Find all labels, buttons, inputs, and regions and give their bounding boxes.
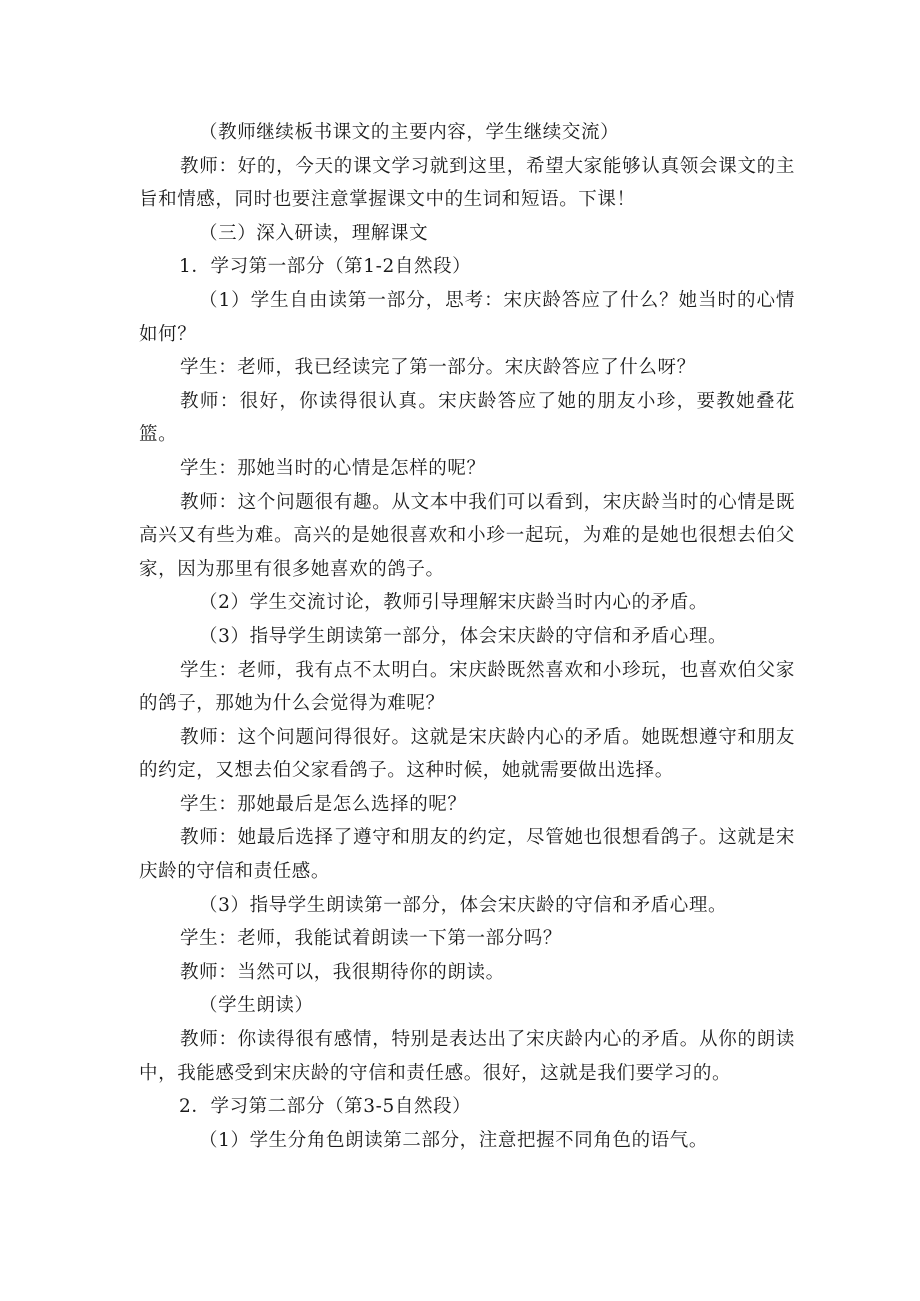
section-heading: （三）深入研读，理解课文 [199,222,429,244]
paragraph-step: （1）学生自由读第一部分，思考：宋庆龄答应了什么？她当时的心情如何？ [139,289,795,345]
paragraph-teacher: 教师：这个问题问得很好。这就是宋庆龄内心的矛盾。她既想遵守和朋友的约定，又想去伯父家看鸽子。这种时候，她就需要做出选择。 [139,726,795,782]
paragraph-teacher: 教师：当然可以，我很期待你的朗读。 [180,961,505,983]
paragraph-step: （3）指导学生朗读第一部分，体会宋庆龄的守信和矛盾心理。 [199,894,728,916]
paragraph-step: （2）学生交流讨论，教师引导理解宋庆龄当时内心的矛盾。 [199,592,708,614]
paragraph-teacher: 教师：你读得很有感情，特别是表达出了宋庆龄内心的矛盾。从你的朗读中，我能感受到宋庆龄的守信和责任感。很好，这就是我们要学习的。 [139,1029,795,1084]
paragraph-student: 学生：老师，我能试着朗读一下第一部分吗？ [180,928,563,950]
document-page [139,116,795,1157]
paragraph-student: 学生：那她最后是怎么选择的呢？ [180,793,467,815]
paragraph-step: （1）学生分角色朗读第二部分，注意把握不同角色的语气。 [199,1129,708,1151]
paragraph-step: （3）指导学生朗读第一部分，体会宋庆龄的守信和矛盾心理。 [199,625,728,647]
subsection-heading: 2．学习第二部分（第3-5自然段） [179,1096,472,1118]
paragraph-student: 学生：老师，我已经读完了第一部分。宋庆龄答应了什么呀？ [180,357,696,379]
paragraph-student: 学生：老师，我有点不太明白。宋庆龄既然喜欢和小珍玩，也喜欢伯父家的鸽子，那她为什么会觉得为难呢？ [139,659,795,715]
paragraph-teacher: 教师：很好，你读得很认真。宋庆龄答应了她的朋友小珍，要教她叠花篮。 [139,390,795,446]
paragraph-teacher: 教师：这个问题很有趣。从文本中我们可以看到，宋庆龄当时的心情是既高兴又有些为难。高兴的是她很喜欢和小珍一起玩，为难的是她也很想去伯父家，因为那里有很多她喜欢的鸽子。 [139,491,795,580]
paragraph-teacher: 教师：好的，今天的课文学习就到这里，希望大家能够认真领会课文的主旨和情感，同时也要注意掌握课文中的生词和短语。下课！ [139,155,795,211]
paragraph-student: 学生：那她当时的心情是怎样的呢？ [180,457,486,479]
paragraph-stage-direction: （教师继续板书课文的主要内容，学生继续交流） [199,122,620,143]
paragraph-stage-direction: （学生朗读） [199,995,314,1017]
paragraph-teacher: 教师：她最后选择了遵守和朋友的约定，尽管她也很想看鸽子。这就是宋庆龄的守信和责任感。 [139,827,795,883]
subsection-heading: 1．学习第一部分（第1-2自然段） [179,256,472,278]
